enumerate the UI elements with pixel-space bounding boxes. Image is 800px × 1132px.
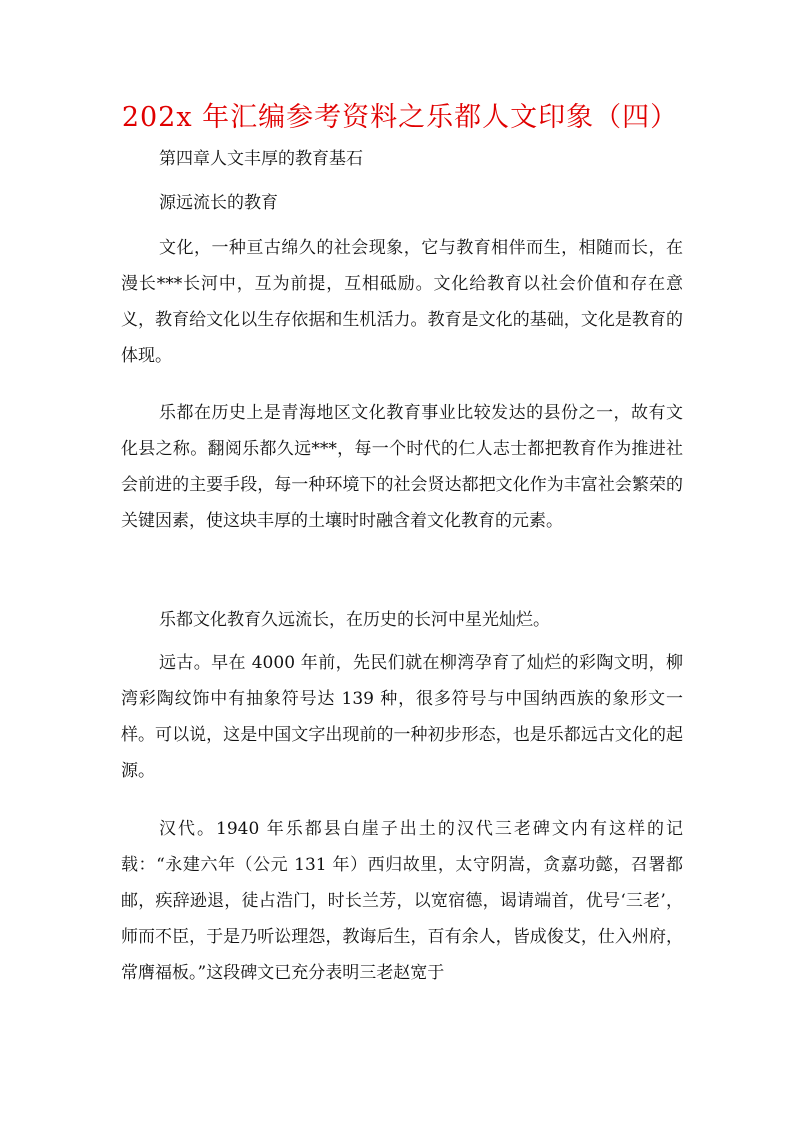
paragraph-culture-intro: 文化，一种亘古绵久的社会现象，它与教育相伴而生，相随而长，在漫长***长河中，互为前提，互相砥励。文化给教育以社会价值和存在意义，教育给文化以生存依据和生机活力。教育是文化的基础，文化是教育的体现。 — [121, 238, 683, 366]
paragraph-long-history: 乐都文化教育久远流长，在历史的长河中星光灿烂。 — [159, 610, 550, 630]
section-heading: 源远流长的教育 — [159, 193, 278, 213]
paragraph-han-dynasty: 汉代。1940 年乐都县白崖子出土的汉代三老碑文内有这样的记载：“永建六年（公元 131 年）西归故里，太守阴嵩，贪嘉功懿，召署都邮，疾辞逊退，徒占浩门，时长兰芳，以宽宿德，谒请端首，优号‘三老’，师而不臣，于是乃听讼理怨，教诲后生，百有余人，皆成俊艾，仕入州府，常膺福板。”这段碑文已充分表明三老赵宽于 — [121, 819, 683, 983]
chapter-heading: 第四章人文丰厚的教育基石 — [159, 149, 363, 169]
paragraph-ancient: 远古。早在 4000 年前，先民们就在柳湾孕育了灿烂的彩陶文明，柳湾彩陶纹饰中有抽象符号达 139 种，很多符号与中国纳西族的象形文一样。可以说，这是中国文字出现前的一种初步形态，也是乐都远古文化的起源。 — [121, 653, 683, 781]
paragraph-ledu-history: 乐都在历史上是青海地区文化教育事业比较发达的县份之一，故有文化县之称。翻阅乐都久远***，每一个时代的仁人志士都把教育作为推进社会前进的主要手段，每一种环境下的社会贤达都把文化作为丰富社会繁荣的关键因素，使这块丰厚的土壤时时融含着文化教育的元素。 — [121, 403, 683, 531]
document-title: 202x 年汇编参考资料之乐都人文印象（四） — [121, 102, 679, 133]
